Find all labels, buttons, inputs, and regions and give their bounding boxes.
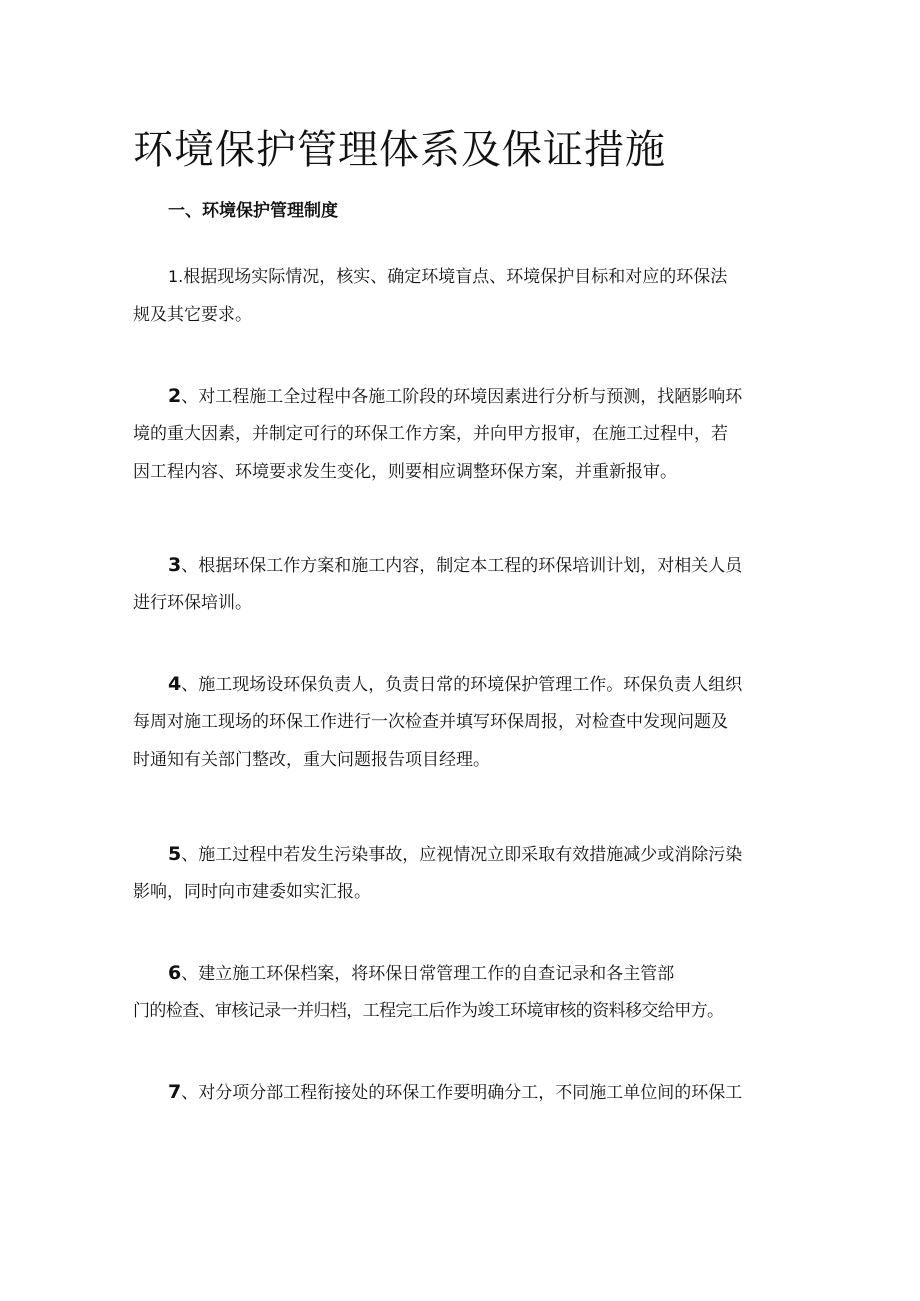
paragraph-4: [133, 665, 793, 779]
paragraph-line: [133, 665, 793, 703]
paragraph-line: [133, 377, 793, 415]
paragraph-line: [133, 835, 793, 873]
paragraph-number: 5: [168, 843, 182, 865]
paragraph-number: 6: [168, 962, 182, 984]
paragraph-line: 门的检查、审核记录一并归档，工程完工后作为竣工环境审核的资料移交给甲方。: [133, 1001, 724, 1021]
paragraph-text: 、建立施工环保档案，将环保日常管理工作的自查记录和各主管部: [181, 964, 675, 984]
paragraph-number: 2: [168, 385, 182, 407]
section-heading: 一、环境保护管理制度: [168, 201, 338, 221]
paragraph-5: [133, 835, 793, 911]
paragraph-line: 进行环保培训。: [133, 593, 252, 613]
paragraph-line: [133, 258, 793, 296]
paragraph-7: [133, 1073, 793, 1111]
paragraph-text: 、对工程施工全过程中各施工阶段的环境因素进行分析与预测，找陋影响环: [181, 387, 743, 407]
paragraph-line: [133, 954, 793, 992]
paragraph-text: 根据现场实际情况，核实、确定环境盲点、环境保护目标和对应的环保法: [183, 267, 728, 287]
paragraph-line: 因工程内容、环境要求发生变化，则要相应调整环保方案，并重新报审。: [133, 462, 677, 482]
paragraph-3: [133, 546, 793, 622]
paragraph-1: [133, 258, 793, 334]
paragraph-2: [133, 377, 793, 491]
paragraph-line: 每周对施工现场的环保工作进行一次检查并填写环保周报，对检查中发现问题及: [133, 712, 728, 732]
paragraph-number: 7: [168, 1081, 182, 1103]
paragraph-number: 3: [168, 554, 182, 576]
document-title: 环境保护管理体系及保证措施: [133, 127, 666, 173]
paragraph-line: 境的重大因素，并制定可行的环保工作方案，并向甲方报审，在施工过程中，若: [133, 424, 728, 444]
paragraph-text: 、对分项分部工程衔接处的环保工作要明确分工，不同施工单位间的环保工: [181, 1083, 743, 1103]
paragraph-line: 影响，同时向市建委如实汇报。: [133, 882, 371, 902]
paragraph-text: 、根据环保工作方案和施工内容，制定本工程的环保培训计划，对相关人员: [181, 556, 743, 576]
paragraph-line: [133, 1073, 793, 1111]
paragraph-line: 规及其它要求。: [133, 305, 252, 325]
paragraph-number: 1.: [168, 267, 184, 286]
paragraph-line: [133, 546, 793, 584]
paragraph-6: [133, 954, 793, 1030]
paragraph-line: 时通知有关部门整改，重大问题报告项目经理。: [133, 750, 490, 770]
paragraph-text: 、施工现场设环保负责人，负责日常的环境保护管理工作。环保负责人组织: [181, 675, 743, 695]
paragraph-number: 4: [168, 673, 182, 695]
paragraph-text: 、施工过程中若发生污染事故，应视情况立即采取有效措施减少或消除污染: [181, 845, 743, 865]
